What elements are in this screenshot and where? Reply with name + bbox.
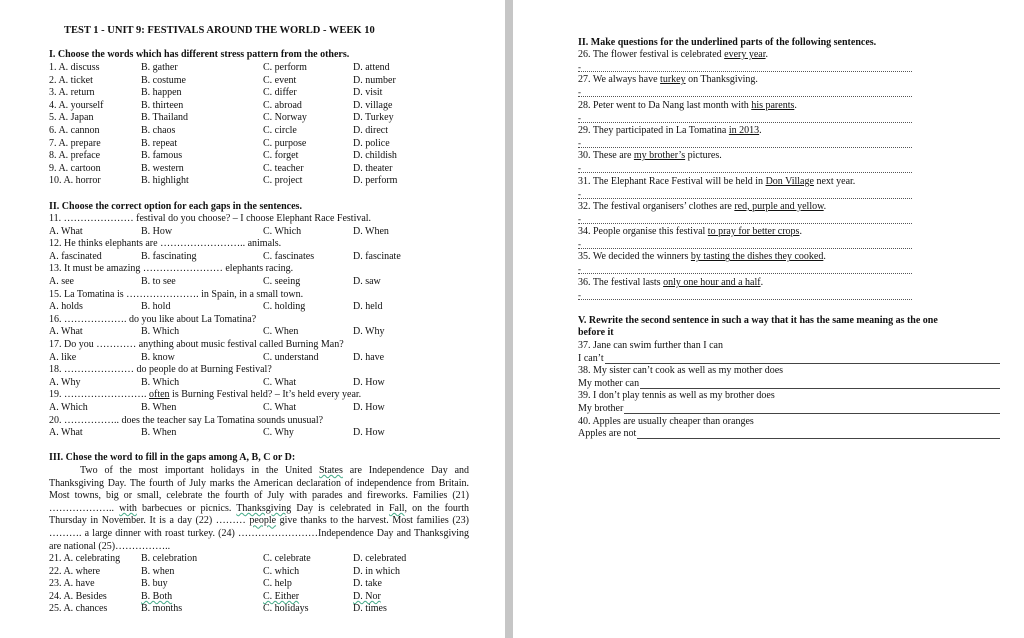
option-c: C. What: [263, 402, 297, 413]
rpart5-heading: V. Rewrite the second sentence in such a way that it has the same meaning as the one: [578, 315, 938, 326]
option-b: B. thirteen: [141, 99, 184, 111]
question-stem: 11. ………………… festival do you choose? – I choose Elephant Race Festival.: [49, 213, 372, 224]
question-stem: 20. …………….. does the teacher say La Tomatina sounds unusual?: [49, 414, 324, 426]
question-stem: 17. Do you ………… anything about music festival called Burning Man?: [49, 339, 344, 350]
option-d: D. perform: [353, 175, 398, 187]
option-d: D. Turkey: [353, 112, 394, 124]
option-d: D. celebrated: [353, 553, 407, 564]
option-c: C. Why: [263, 427, 294, 439]
question-sentence: 35. We decided the winners by tasting the dishes they cooked.: [578, 251, 826, 263]
option-b: B. famous: [141, 150, 183, 162]
option-b: B. happen: [141, 87, 182, 99]
answer-line[interactable]: [578, 172, 912, 173]
option-a: A. Why: [49, 376, 81, 388]
question-stem: 13. It must be amazing …………………… elephants racing.: [49, 263, 294, 275]
part1-heading: I. Choose the words which has different stress pattern from the others.: [49, 49, 350, 60]
question-sentence: 32. The festival organisers’ clothes are red, purple and yellow.: [578, 200, 827, 212]
option-d: D. How: [353, 427, 385, 439]
option-a: 5. A. Japan: [49, 112, 94, 124]
answer-line[interactable]: [578, 248, 912, 249]
option-b: B. When: [141, 402, 177, 413]
option-c: C. help: [263, 578, 292, 590]
rewrite-start: My brother: [578, 403, 624, 414]
rpart2-heading: II. Make questions for the underlined parts of the following sentences.: [578, 37, 877, 48]
option-d: D. How: [353, 376, 385, 388]
answer-line[interactable]: [578, 71, 912, 72]
option-a: 6. A. cannon: [49, 125, 100, 136]
option-a: 22. A. where: [49, 565, 101, 577]
option-a: 10. A. horror: [49, 175, 101, 187]
right-page: [513, 0, 1024, 638]
option-c: C. teacher: [263, 162, 304, 174]
option-c: C. Which: [263, 225, 302, 237]
question-stem: 16. ………………. do you like about La Tomatina?: [49, 313, 257, 325]
answer-line[interactable]: [578, 223, 912, 224]
answer-dash: -: [578, 289, 581, 300]
option-d: D. held: [353, 301, 383, 313]
option-a: 24. A. Besides: [49, 590, 107, 602]
option-c: C. holding: [263, 301, 306, 313]
option-d: D. theater: [353, 162, 393, 174]
option-a: 7. A. prepare: [49, 137, 101, 149]
question-sentence: 34. People organise this festival to pray for better crops.: [578, 226, 802, 238]
answer-line[interactable]: [578, 273, 912, 274]
rewrite-question: 37. Jane can swim further than I can: [578, 340, 723, 351]
option-a: 1. A. discuss: [49, 62, 100, 73]
question-sentence: 29. They participated in La Tomatina in 2013.: [578, 124, 762, 136]
option-d: D. saw: [353, 276, 381, 287]
option-a: A. like: [49, 351, 77, 363]
part3-passage: Two of the most important holidays in the United States are Independence Day and Thanksgiving Day. The fourth of July marks the American declaration of independence from Britain. Most towns, big or small, celebrate the fourth of July with parades and fireworks. Families (21) ……………….. with barbecues or picnics. Thanksgiving Day is celebrated in Fall, on the fourth Thursday in November. It is a day (22) ……… people give thanks to the harvest. Most families (23) ………. a large dinner with roast turkey. (24) ……………………Independence Day and Thanksgiving are national (25)……………..: [49, 465, 470, 552]
option-d: D. visit: [353, 87, 383, 99]
option-d: D. Nor: [353, 590, 381, 602]
option-c: C. celebrate: [263, 553, 311, 564]
option-c: C. Either: [263, 590, 300, 602]
option-b: B. Which: [141, 326, 180, 338]
option-a: 23. A. have: [49, 578, 95, 590]
part2-heading: II. Choose the correct option for each gaps in the sentences.: [49, 201, 302, 212]
option-c: C. purpose: [263, 137, 307, 149]
option-d: D. have: [353, 351, 385, 363]
option-b: B. months: [141, 603, 183, 615]
option-a: 25. A. chances: [49, 603, 108, 615]
rewrite-answer-line[interactable]: [605, 363, 1000, 364]
rewrite-answer-line[interactable]: [640, 388, 1000, 389]
left-page: [0, 0, 505, 638]
rewrite-start: Apples are not: [578, 428, 637, 440]
option-b: B. highlight: [141, 175, 189, 187]
answer-dash: -: [578, 163, 581, 174]
option-b: B. chaos: [141, 125, 176, 136]
option-b: B. western: [141, 162, 184, 174]
option-c: C. abroad: [263, 99, 302, 111]
option-b: B. know: [141, 351, 175, 363]
question-sentence: 27. We always have turkey on Thanksgiving.: [578, 74, 758, 86]
option-c: C. circle: [263, 125, 297, 136]
option-d: D. police: [353, 137, 390, 149]
answer-line[interactable]: [578, 122, 912, 123]
option-a: A. Which: [49, 402, 88, 413]
option-c: C. perform: [263, 62, 307, 73]
option-b: B. to see: [141, 276, 176, 287]
option-a: 4. A. yourself: [49, 99, 104, 111]
option-b: B. When: [141, 427, 177, 439]
option-b: B. fascinating: [141, 250, 197, 262]
option-c: C. holidays: [263, 603, 309, 615]
option-b: B. hold: [141, 301, 171, 313]
answer-dash: -: [578, 264, 581, 275]
option-b: B. Thailand: [141, 112, 189, 124]
question-stem: 18. ………………… do people do at Burning Festival?: [49, 364, 272, 376]
option-b: B. Both: [141, 590, 173, 602]
rpart5-heading-cont: before it: [578, 327, 614, 338]
option-c: C. event: [263, 74, 297, 86]
answer-dash: -: [578, 137, 581, 148]
option-a: 2. A. ticket: [49, 74, 93, 86]
option-a: A. fascinated: [49, 250, 102, 262]
question-sentence: 28. Peter went to Da Nang last month with his parents.: [578, 99, 797, 111]
option-c: C. fascinates: [263, 250, 315, 262]
option-d: D. Why: [353, 326, 385, 338]
option-d: D. in which: [353, 565, 400, 577]
option-a: 3. A. return: [49, 87, 95, 99]
option-c: C. differ: [263, 87, 297, 99]
option-b: B. costume: [141, 74, 186, 86]
option-d: D. number: [353, 74, 396, 86]
answer-line[interactable]: [578, 147, 912, 148]
rewrite-question: 40. Apples are usually cheaper than oranges: [578, 415, 754, 427]
question-stem: 19. ……………………. often is Burning Festival held? – It’s held every year.: [49, 389, 362, 401]
answer-dash: -: [578, 239, 581, 250]
question-stem: 15. La Tomatina is …………………. in Spain, in a small town.: [49, 288, 304, 300]
option-a: 8. A. preface: [49, 150, 101, 162]
option-c: C. forget: [263, 150, 299, 162]
option-a: A. see: [49, 276, 74, 287]
option-a: A. What: [49, 326, 83, 338]
option-c: C. Norway: [263, 112, 307, 124]
rewrite-question: 39. I don’t play tennis as well as my brother does: [578, 390, 775, 402]
option-b: B. How: [141, 225, 173, 237]
option-c: C. When: [263, 326, 299, 338]
option-a: 9. A. cartoon: [49, 162, 101, 174]
question-sentence: 30. These are my brother’s pictures.: [578, 150, 722, 162]
rewrite-question: 38. My sister can’t cook as well as my mother does: [578, 365, 784, 377]
option-b: B. Which: [141, 376, 180, 388]
option-d: D. direct: [353, 125, 388, 136]
option-b: B. repeat: [141, 137, 178, 149]
option-b: B. buy: [141, 578, 168, 590]
option-d: D. childish: [353, 150, 397, 162]
question-sentence: 36. The festival lasts only one hour and a half.: [578, 276, 764, 288]
answer-line[interactable]: [578, 299, 912, 300]
rewrite-answer-line[interactable]: [637, 438, 1000, 439]
option-c: C. What: [263, 376, 297, 388]
answer-dash: -: [578, 87, 581, 98]
option-c: C. understand: [263, 351, 319, 363]
option-d: D. fascinate: [353, 250, 401, 262]
question-stem: 12. He thinks elephants are …………………….. animals.: [49, 238, 282, 250]
option-d: D. village: [353, 99, 393, 111]
option-d: D. take: [353, 578, 382, 590]
option-a: A. What: [49, 225, 83, 237]
answer-dash: -: [578, 62, 581, 72]
rewrite-start: My mother can: [578, 377, 640, 389]
option-d: D. How: [353, 402, 385, 413]
answer-dash: -: [578, 112, 581, 123]
part3-heading: III. Chose the word to fill in the gaps among A, B, C or D:: [49, 452, 296, 463]
option-b: B. when: [141, 565, 175, 577]
option-a: 21. A. celebrating: [49, 553, 121, 564]
option-c: C. seeing: [263, 276, 301, 287]
option-c: C. which: [263, 565, 300, 577]
question-sentence: 26. The flower festival is celebrated every year.: [578, 49, 769, 60]
answer-line[interactable]: [578, 198, 912, 199]
option-b: B. gather: [141, 62, 178, 73]
option-d: D. times: [353, 603, 387, 615]
option-a: A. What: [49, 427, 83, 439]
rewrite-answer-line[interactable]: [624, 413, 1000, 414]
option-c: C. project: [263, 175, 303, 187]
answer-dash: -: [578, 188, 581, 199]
question-sentence: 31. The Elephant Race Festival will be held in Don Village next year.: [578, 175, 856, 187]
option-b: B. celebration: [141, 553, 198, 564]
answer-line[interactable]: [578, 96, 912, 97]
option-d: D. attend: [353, 62, 390, 73]
option-a: A. holds: [49, 301, 83, 313]
option-d: D. When: [353, 225, 389, 237]
answer-dash: -: [578, 213, 581, 224]
test-title: TEST 1 - UNIT 9: FESTIVALS AROUND THE WORLD - WEEK 10: [64, 25, 375, 36]
rewrite-start: I can’t: [578, 352, 604, 364]
